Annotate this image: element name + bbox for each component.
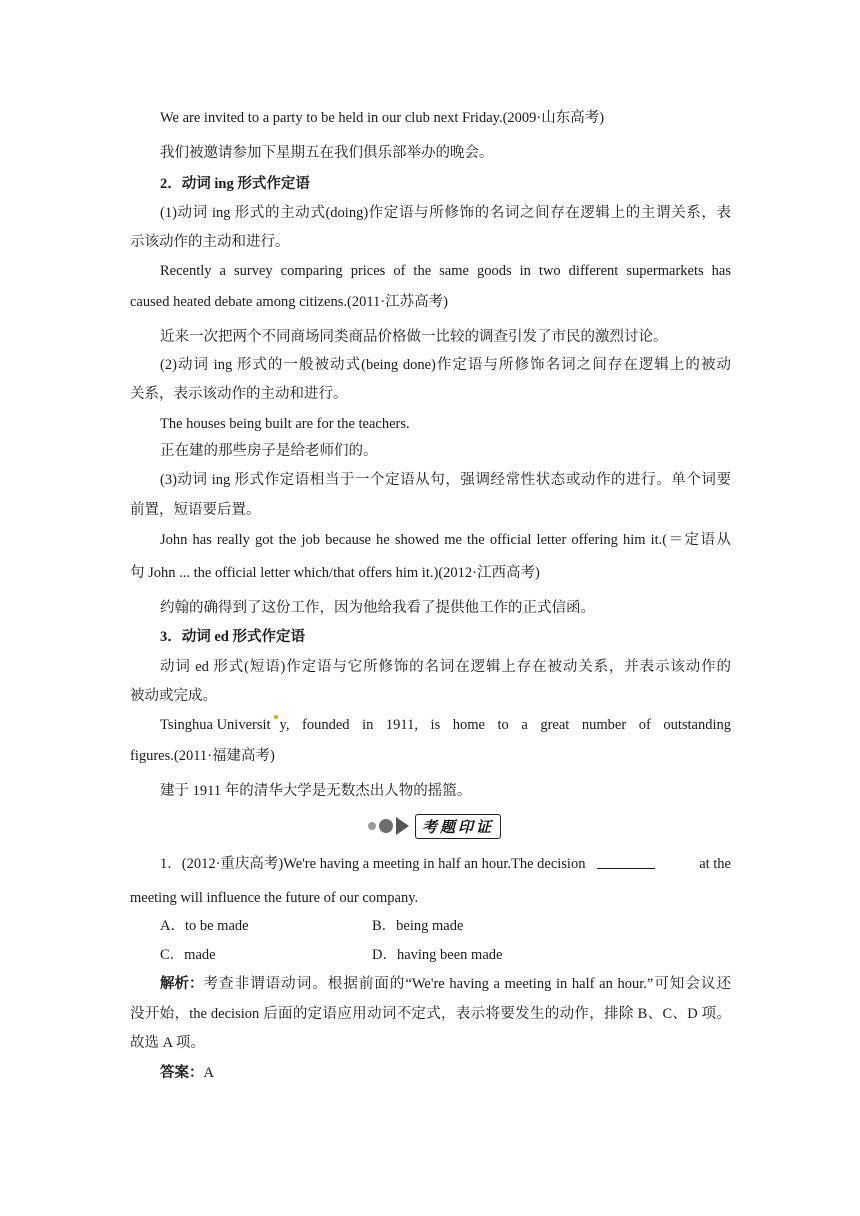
rule-paragraph-cont: 前置，短语要后置。	[130, 502, 261, 518]
option-a: A．to be made	[160, 918, 249, 934]
option-d: D．having been made	[372, 947, 503, 963]
translation: 正在建的那些房子是给老师们的。	[160, 443, 378, 459]
rule-paragraph: (2)动词 ing 形式的一般被动式(being done)作定语与所修饰名词之间存在逻辑上的被动	[160, 357, 731, 373]
rule-paragraph: (1)动词 ing 形式的主动式(doing)作定语与所修饰的名词之间存在逻辑上的主谓关系，表	[160, 205, 731, 221]
example-sentence: The houses being built are for the teachers.	[160, 416, 410, 432]
rule-paragraph: 动词 ed 形式(短语)作定语与它所修饰的名词在逻辑上存在被动关系，并表示该动作的	[160, 659, 731, 675]
marker-dot-icon	[274, 715, 278, 719]
small-circle-icon	[368, 822, 376, 830]
translation: 我们被邀请参加下星期五在我们俱乐部举办的晚会。	[160, 145, 494, 161]
example-sentence	[160, 715, 731, 735]
example-sentence-part1: Tsinghua Universit	[160, 717, 271, 733]
example-sentence-cont: 句 John ... the official letter which/that offers him it.)(2012·江西高考)	[130, 565, 540, 581]
analysis-cont: 故选 A 项。	[130, 1035, 205, 1051]
rule-paragraph: (3)动词 ing 形式作定语相当于一个定语从句，强调经常性状态或动作的进行。单个词要	[160, 472, 731, 488]
translation: 近来一次把两个不同商场同类商品价格做一比较的调查引发了市民的激烈讨论。	[160, 329, 668, 345]
example-sentence-cont: caused heated debate among citizens.(2011·江苏高考)	[130, 294, 448, 310]
rule-paragraph-cont: 关系，表示该动作的主动和进行。	[130, 386, 348, 402]
example-sentence: We are invited to a party to be held in our club next Friday.(2009·山东高考)	[160, 110, 605, 126]
section-heading: 2．动词 ing 形式作定语	[160, 176, 310, 192]
rule-paragraph-cont: 示该动作的主动和进行。	[130, 234, 290, 250]
section-heading: 3．动词 ed 形式作定语	[160, 629, 305, 645]
question-stem-cont: meeting will influence the future of our company.	[130, 890, 419, 906]
answer-value: A	[203, 1065, 214, 1081]
large-circle-icon	[379, 819, 393, 833]
question-stem-part1: 1．(2012·重庆高考)We're having a meeting in half an hour.The decision	[160, 856, 586, 872]
translation: 约翰的确得到了这份工作，因为他给我看了提供他工作的正式信函。	[160, 600, 595, 616]
example-sentence-part2: y, founded in 1911, is home to a great number of outstanding	[279, 717, 731, 733]
translation: 建于 1911 年的清华大学是无数杰出人物的摇篮。	[160, 783, 472, 799]
option-c: C．made	[160, 947, 216, 963]
answer	[160, 1063, 214, 1083]
analysis-cont: 没开始，the decision 后面的定语应用动词不定式，表示将要发生的动作，排除 B、C、D 项。	[130, 1006, 731, 1022]
example-sentence: Recently a survey comparing prices of the same goods in two different supermarkets has	[160, 263, 731, 279]
example-sentence: John has really got the job because he showed me the official letter offering him it.(＝定语从	[160, 532, 731, 548]
answer-blank	[597, 854, 655, 869]
arrow-right-icon	[396, 817, 409, 835]
section-banner	[368, 815, 501, 837]
answer-label: 答案：	[160, 1065, 204, 1081]
banner-title: 考题印证	[415, 814, 501, 839]
question-stem	[160, 854, 731, 874]
option-b: B．being made	[372, 918, 464, 934]
rule-paragraph-cont: 被动或完成。	[130, 688, 217, 704]
question-stem-part2: at the	[699, 856, 731, 872]
analysis	[160, 974, 731, 994]
analysis-label: 解析：	[160, 976, 204, 992]
example-sentence-cont: figures.(2011·福建高考)	[130, 748, 275, 764]
analysis-text: 考查非谓语动词。根据前面的“We're having a meeting in half an hour.”可知会议还	[203, 976, 731, 992]
